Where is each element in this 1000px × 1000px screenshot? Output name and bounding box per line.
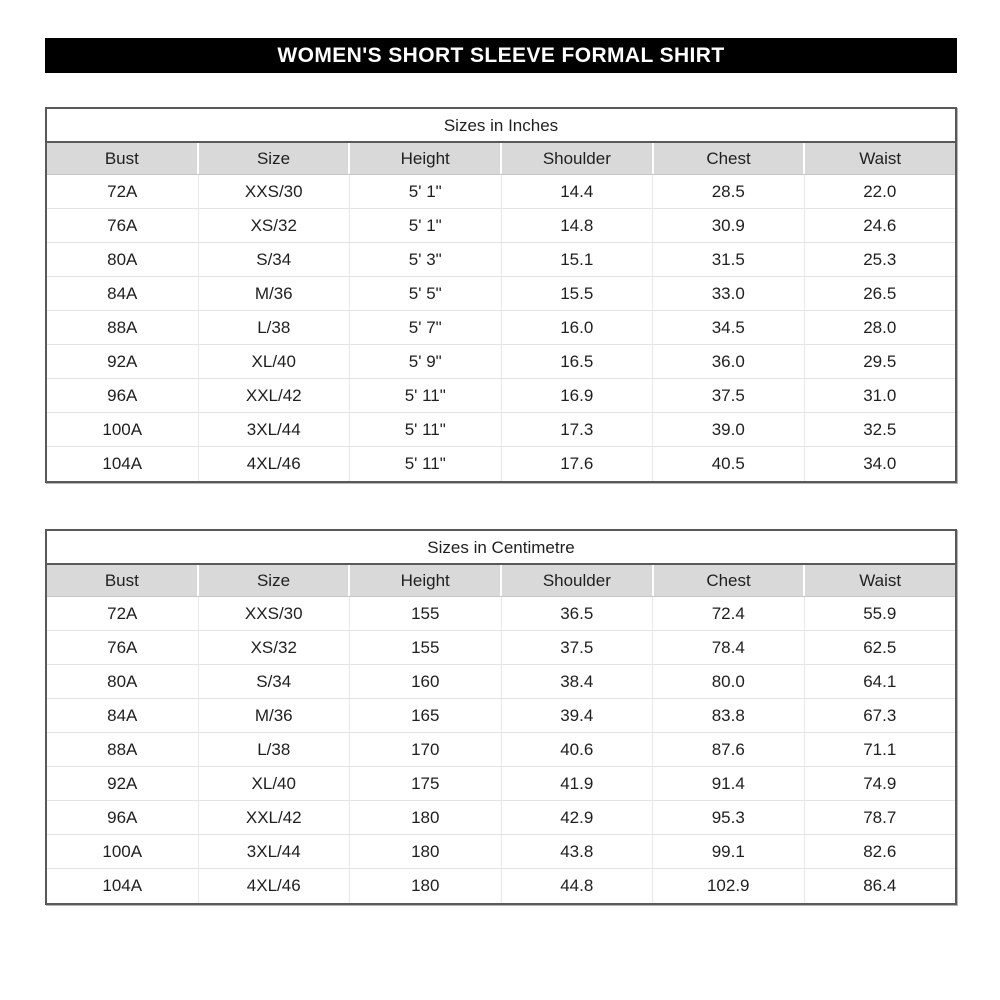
table-cell: XL/40 [199, 345, 351, 378]
table-cell: 104A [47, 447, 199, 481]
table-cell: 16.5 [502, 345, 654, 378]
table-cell: 80A [47, 665, 199, 698]
table-cell: 5' 7" [350, 311, 502, 344]
table-cell: 155 [350, 597, 502, 630]
table-row [47, 767, 955, 801]
table-cell: 100A [47, 835, 199, 868]
table-cell: 14.4 [502, 175, 654, 208]
table-cell: 72.4 [653, 597, 805, 630]
table-cell: 4XL/46 [199, 869, 351, 903]
table-cell: 96A [47, 379, 199, 412]
table-cell: 5' 1" [350, 175, 502, 208]
table-cell: 3XL/44 [199, 835, 351, 868]
column-header: Chest [654, 143, 806, 174]
table-cell: 29.5 [863, 352, 897, 371]
table-cell: 40.6 [502, 733, 654, 766]
table-cell: 15.5 [502, 277, 654, 310]
column-header: Shoulder [502, 565, 654, 596]
table-cell: 39.4 [502, 699, 654, 732]
column-header: Bust [47, 143, 199, 174]
table-row [47, 835, 955, 869]
table-row [47, 447, 955, 481]
table-title-centimetre: Sizes in Centimetre [47, 531, 955, 565]
table-row [47, 733, 955, 767]
table-cell: 5' 11" [350, 379, 502, 412]
table-cell: 37.5 [502, 631, 654, 664]
table-cell: 72A [47, 597, 199, 630]
table-cell: 16.0 [502, 311, 654, 344]
column-header: Height [350, 565, 502, 596]
table-cell: 96A [47, 801, 199, 834]
table-cell: 36.5 [502, 597, 654, 630]
table-cell: 78.4 [653, 631, 805, 664]
table-cell: 76A [47, 631, 199, 664]
table-cell: 102.9 [653, 869, 805, 903]
table-cell: 36.0 [653, 345, 805, 378]
table-cell: 78.7 [863, 808, 897, 827]
table-cell: 64.1 [863, 672, 897, 691]
table-cell: 84A [47, 277, 199, 310]
table-cell: 32.5 [863, 420, 897, 439]
table-cell: 160 [350, 665, 502, 698]
table-cell: 91.4 [653, 767, 805, 800]
column-header: Height [350, 143, 502, 174]
size-table-centimetre [45, 529, 957, 905]
table-row [47, 597, 955, 631]
table-cell: 38.4 [502, 665, 654, 698]
table-cell: 71.1 [863, 740, 897, 759]
table-cell: 37.5 [653, 379, 805, 412]
table-cell: 15.1 [502, 243, 654, 276]
table-body [47, 597, 955, 903]
table-cell: 17.6 [502, 447, 654, 481]
table-cell: 28.0 [863, 318, 897, 337]
table-cell: 88A [47, 311, 199, 344]
table-cell: 86.4 [863, 876, 897, 895]
table-cell: 62.5 [863, 638, 897, 657]
table-cell: 55.9 [863, 604, 897, 623]
table-cell: 39.0 [653, 413, 805, 446]
table-body [47, 175, 955, 481]
table-row [47, 209, 955, 243]
table-cell: 83.8 [653, 699, 805, 732]
table-cell: 180 [350, 835, 502, 868]
table-row [47, 869, 955, 903]
table-cell: 3XL/44 [199, 413, 351, 446]
table-cell: XXL/42 [199, 379, 351, 412]
table-cell: 14.8 [502, 209, 654, 242]
table-cell: 92A [47, 767, 199, 800]
table-cell: 99.1 [653, 835, 805, 868]
table-cell: 26.5 [863, 284, 897, 303]
table-cell: XXS/30 [199, 175, 351, 208]
table-cell: 74.9 [863, 774, 897, 793]
table-row [47, 175, 955, 209]
table-cell: 43.8 [502, 835, 654, 868]
table-cell: 80.0 [653, 665, 805, 698]
column-header: Waist [859, 149, 902, 168]
table-cell: XL/40 [199, 767, 351, 800]
column-header: Size [199, 143, 351, 174]
table-cell: M/36 [199, 699, 351, 732]
table-cell: 30.9 [653, 209, 805, 242]
table-cell: 180 [350, 801, 502, 834]
table-cell: 76A [47, 209, 199, 242]
table-cell: S/34 [199, 665, 351, 698]
table-cell: 34.0 [863, 454, 897, 473]
table-row [47, 311, 955, 345]
table-cell: 41.9 [502, 767, 654, 800]
table-cell: 88A [47, 733, 199, 766]
table-cell: 175 [350, 767, 502, 800]
table-cell: S/34 [199, 243, 351, 276]
table-cell: 22.0 [863, 182, 897, 201]
table-row [47, 665, 955, 699]
column-header: Bust [47, 565, 199, 596]
table-cell: 33.0 [653, 277, 805, 310]
table-cell: 24.6 [863, 216, 897, 235]
table-title-inches: Sizes in Inches [47, 109, 955, 143]
column-header: Size [199, 565, 351, 596]
table-row [47, 631, 955, 665]
table-cell: 67.3 [863, 706, 897, 725]
table-cell: 92A [47, 345, 199, 378]
table-cell: 5' 1" [350, 209, 502, 242]
table-cell: 165 [350, 699, 502, 732]
column-header: Chest [654, 565, 806, 596]
column-header: Shoulder [502, 143, 654, 174]
title-banner [45, 38, 957, 73]
table-cell: 5' 3" [350, 243, 502, 276]
table-cell: 28.5 [653, 175, 805, 208]
table-cell: 42.9 [502, 801, 654, 834]
table-cell: 5' 9" [350, 345, 502, 378]
table-cell: 5' 11" [350, 413, 502, 446]
table-cell: 155 [350, 631, 502, 664]
table-cell: 5' 11" [350, 447, 502, 481]
table-header-row [47, 565, 955, 597]
table-cell: 17.3 [502, 413, 654, 446]
table-cell: 5' 5" [350, 277, 502, 310]
table-cell: 80A [47, 243, 199, 276]
size-table-inches [45, 107, 957, 483]
table-cell: M/36 [199, 277, 351, 310]
table-cell: 31.5 [653, 243, 805, 276]
table-cell: L/38 [199, 311, 351, 344]
table-cell: 170 [350, 733, 502, 766]
table-cell: 31.0 [863, 386, 897, 405]
table-row [47, 277, 955, 311]
table-cell: XS/32 [199, 631, 351, 664]
table-cell: 95.3 [653, 801, 805, 834]
table-row [47, 345, 955, 379]
table-row [47, 699, 955, 733]
table-row [47, 413, 955, 447]
table-cell: 44.8 [502, 869, 654, 903]
table-cell: 4XL/46 [199, 447, 351, 481]
table-cell: 84A [47, 699, 199, 732]
table-cell: 16.9 [502, 379, 654, 412]
table-cell: 100A [47, 413, 199, 446]
table-row [47, 243, 955, 277]
table-cell: XS/32 [199, 209, 351, 242]
page-title: WOMEN'S SHORT SLEEVE FORMAL SHIRT [277, 43, 725, 67]
table-cell: 104A [47, 869, 199, 903]
table-row [47, 801, 955, 835]
table-cell: L/38 [199, 733, 351, 766]
table-cell: 87.6 [653, 733, 805, 766]
table-cell: 34.5 [653, 311, 805, 344]
table-cell: 72A [47, 175, 199, 208]
table-cell: 82.6 [863, 842, 897, 861]
table-row [47, 379, 955, 413]
table-header-row [47, 143, 955, 175]
column-header: Waist [859, 571, 902, 590]
table-cell: XXS/30 [199, 597, 351, 630]
table-cell: 40.5 [653, 447, 805, 481]
table-cell: XXL/42 [199, 801, 351, 834]
table-cell: 25.3 [863, 250, 897, 269]
table-cell: 180 [350, 869, 502, 903]
